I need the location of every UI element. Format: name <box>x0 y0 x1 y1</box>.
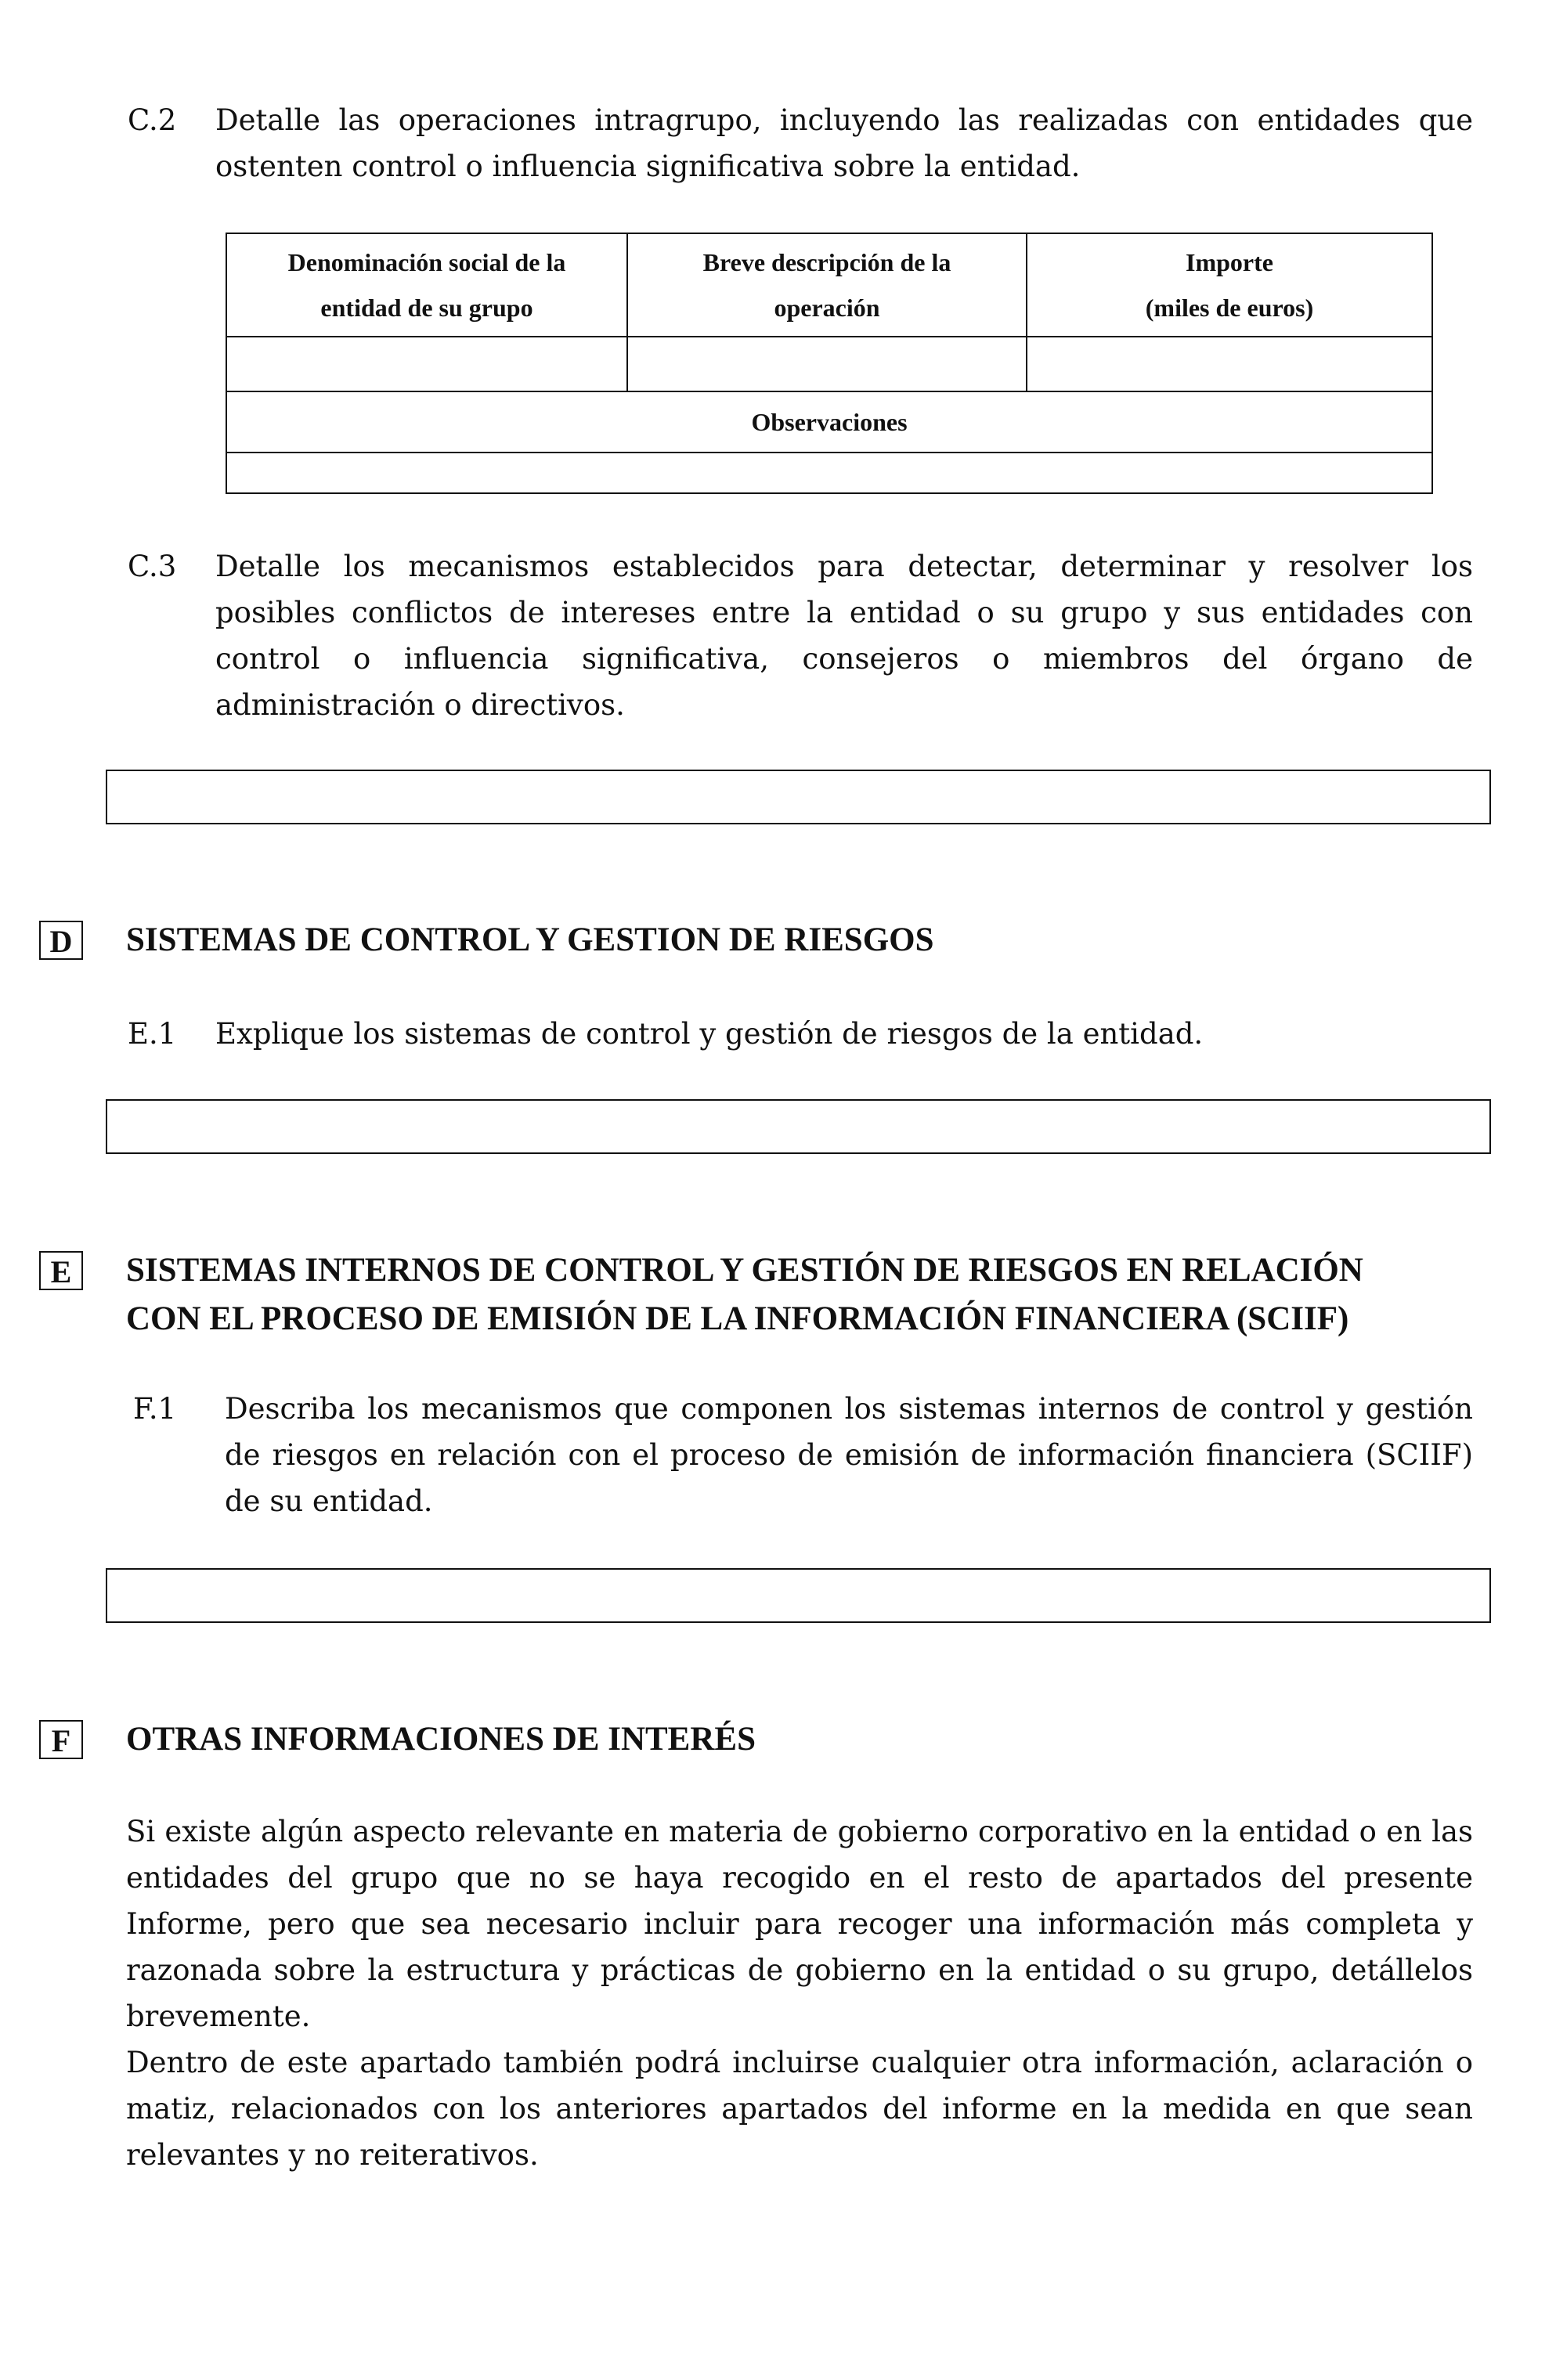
section-letter-e: E <box>39 1251 83 1290</box>
question-number-e1: E.1 <box>128 1017 177 1051</box>
column-header-entity: Denominación social de la entidad de su grupo <box>226 233 627 337</box>
section-letter-d: D <box>39 921 83 960</box>
answer-box-e1[interactable] <box>106 1099 1491 1154</box>
answer-box-c3[interactable] <box>106 770 1491 824</box>
section-title-e-line2: CON EL PROCESO DE EMISIÓN DE LA INFORMACIÓN FINANCIERA (SCIIF) <box>126 1300 1349 1337</box>
column-header-amount: Importe (miles de euros) <box>1027 233 1432 337</box>
table-row <box>226 337 1432 391</box>
description-cell[interactable] <box>627 337 1027 391</box>
entity-cell[interactable] <box>226 337 627 391</box>
question-text-f1: Describa los mecanismos que componen los sistemas internos de control y gestión de riesgos en relación con el proceso de emisión de información financiera (SCIIF) de su entidad. <box>225 1392 1473 1518</box>
observations-row <box>226 453 1432 493</box>
question-number-c2: C.2 <box>128 103 177 137</box>
question-text-c2: Detalle las operaciones intragrupo, incluyendo las realizadas con entidades que ostenten control o influencia significativa sobre la entidad. <box>215 103 1473 183</box>
section-title-e-line1: SISTEMAS INTERNOS DE CONTROL Y GESTIÓN DE RIESGOS EN RELACIÓN <box>126 1252 1363 1289</box>
question-text-e1: Explique los sistemas de control y gestión de riesgos de la entidad. <box>215 1017 1204 1051</box>
column-header-description: Breve descripción de la operación <box>627 233 1027 337</box>
section-f-paragraph-2: Dentro de este apartado también podrá incluirse cualquier otra información, aclaración o matiz, relacionados con los anteriores apartados del informe en la medida en que sean relevantes y no reiterativos. <box>126 2046 1473 2172</box>
observations-header-row <box>226 391 1432 453</box>
question-number-f1: F.1 <box>133 1392 177 1426</box>
section-title-f: OTRAS INFORMACIONES DE INTERÉS <box>126 1721 756 1758</box>
table-header-row <box>226 233 1432 337</box>
observations-label: Observaciones <box>226 391 1432 453</box>
section-f-paragraph-1: Si existe algún aspecto relevante en materia de gobierno corporativo en la entidad o en las entidades del grupo que no se haya recogido en el resto de apartados del presente Informe, pero que sea necesario incluir para recoger una información más completa y razonada sobre la estructura y prácticas de gobierno en la entidad o su grupo, detállelos brevemente. <box>126 1815 1473 2033</box>
observations-cell[interactable] <box>226 453 1432 493</box>
question-text-c3: Detalle los mecanismos establecidos para detectar, determinar y resolver los posibles conflictos de intereses entre la entidad o su grupo y sus entidades con control o influencia significativa, consejeros o miembros del órgano de administración o directivos. <box>215 550 1473 722</box>
answer-box-f1[interactable] <box>106 1568 1491 1623</box>
amount-cell[interactable] <box>1027 337 1432 391</box>
question-number-c3: C.3 <box>128 550 177 583</box>
intragroup-operations-table <box>226 233 1433 494</box>
section-letter-f: F <box>39 1720 83 1759</box>
section-title-d: SISTEMAS DE CONTROL Y GESTION DE RIESGOS <box>126 921 934 958</box>
